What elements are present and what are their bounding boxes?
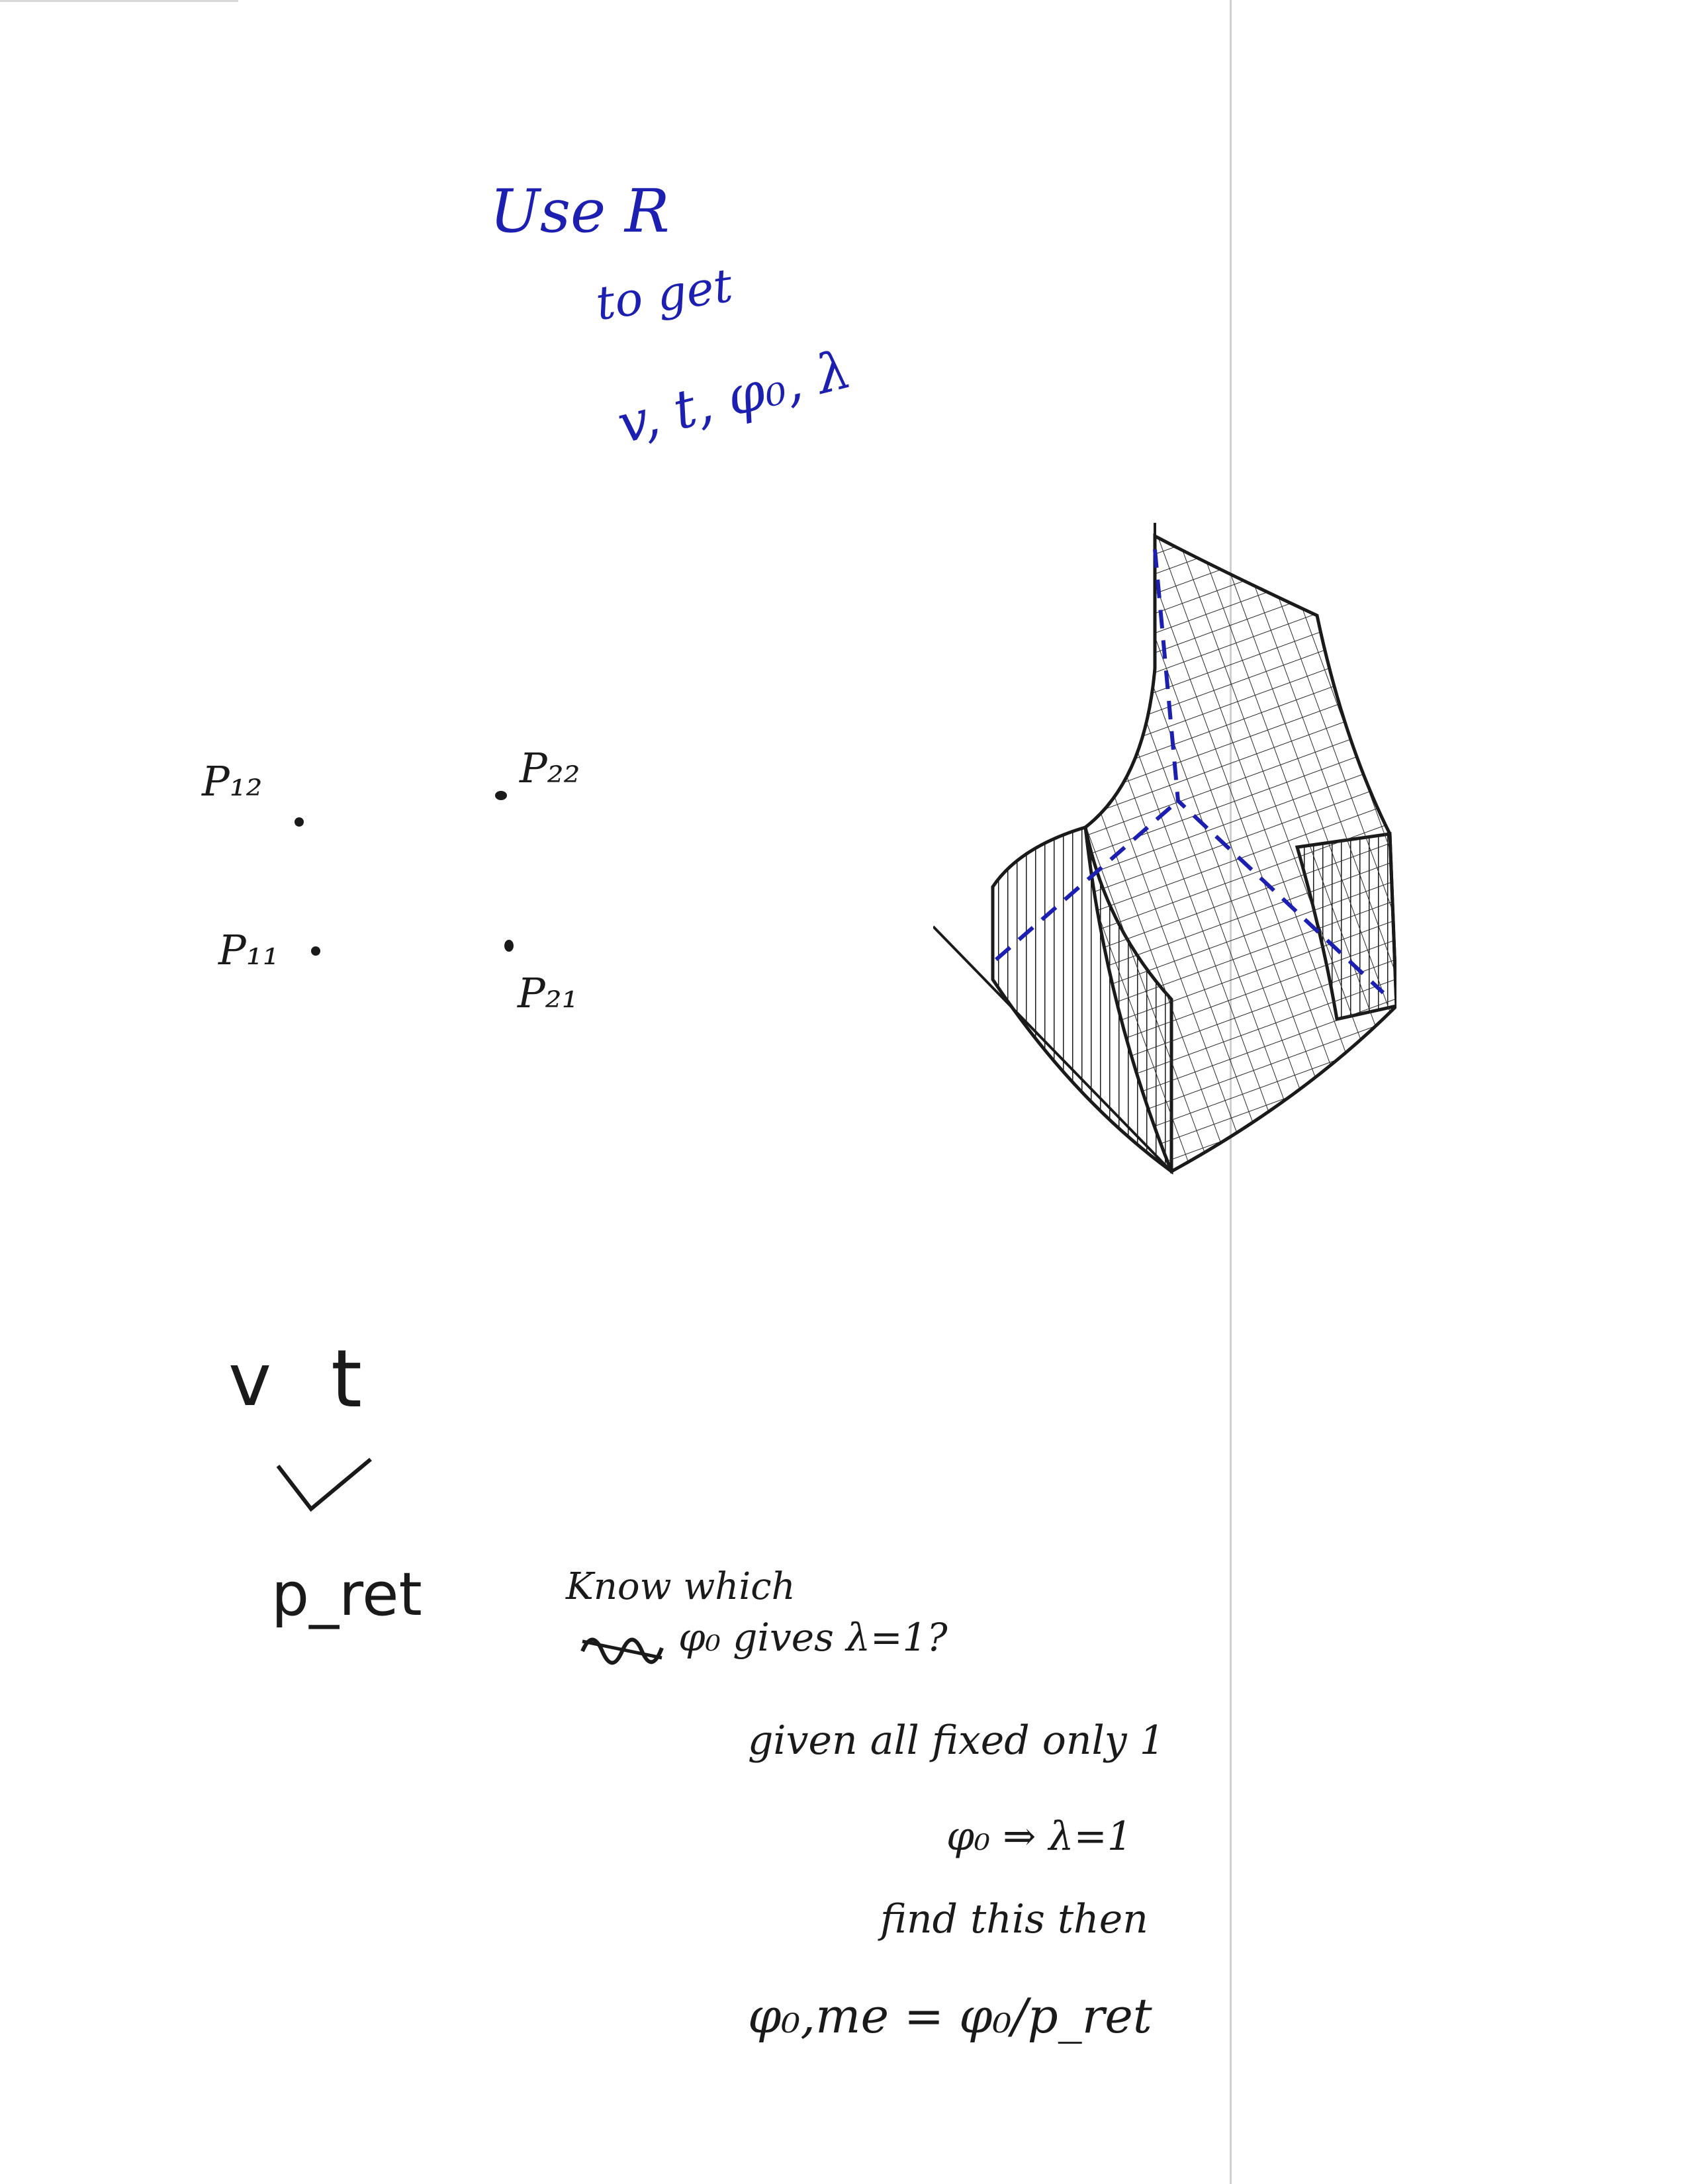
diagram-v: v xyxy=(228,1338,272,1422)
diagram-t: t xyxy=(331,1334,363,1426)
blue-note-line-2: to get xyxy=(592,258,736,331)
point-p11 xyxy=(311,946,320,956)
point-label-p12: P₁₂ xyxy=(202,757,263,805)
scribbled-word xyxy=(579,1625,665,1671)
diagram-p-ret: p_ret xyxy=(271,1560,422,1629)
scan-edge xyxy=(0,0,238,2)
point-p22 xyxy=(495,791,507,800)
point-label-p21: P₂₁ xyxy=(518,969,578,1017)
point-label-p22: P₂₂ xyxy=(520,744,580,792)
formula-line: φ₀,me = φ₀/p_ret xyxy=(748,1988,1152,2044)
given-line-1: given all fixed only 1 xyxy=(748,1717,1165,1764)
question-line-2: φ₀ gives λ=1? xyxy=(678,1615,948,1660)
point-p21 xyxy=(504,940,514,952)
point-label-p11: P₁₁ xyxy=(218,926,279,974)
point-p12 xyxy=(295,817,304,827)
merge-arrow xyxy=(271,1453,377,1519)
given-line-2: φ₀ ⇒ λ=1 xyxy=(946,1813,1132,1860)
blue-note-line-1: Use R xyxy=(490,177,670,246)
find-line: find this then xyxy=(880,1896,1148,1942)
blue-note-line-3: v, t, φ₀, λ xyxy=(611,338,858,456)
surface-sketch xyxy=(933,516,1396,1178)
question-line-1: Know which xyxy=(566,1565,796,1608)
